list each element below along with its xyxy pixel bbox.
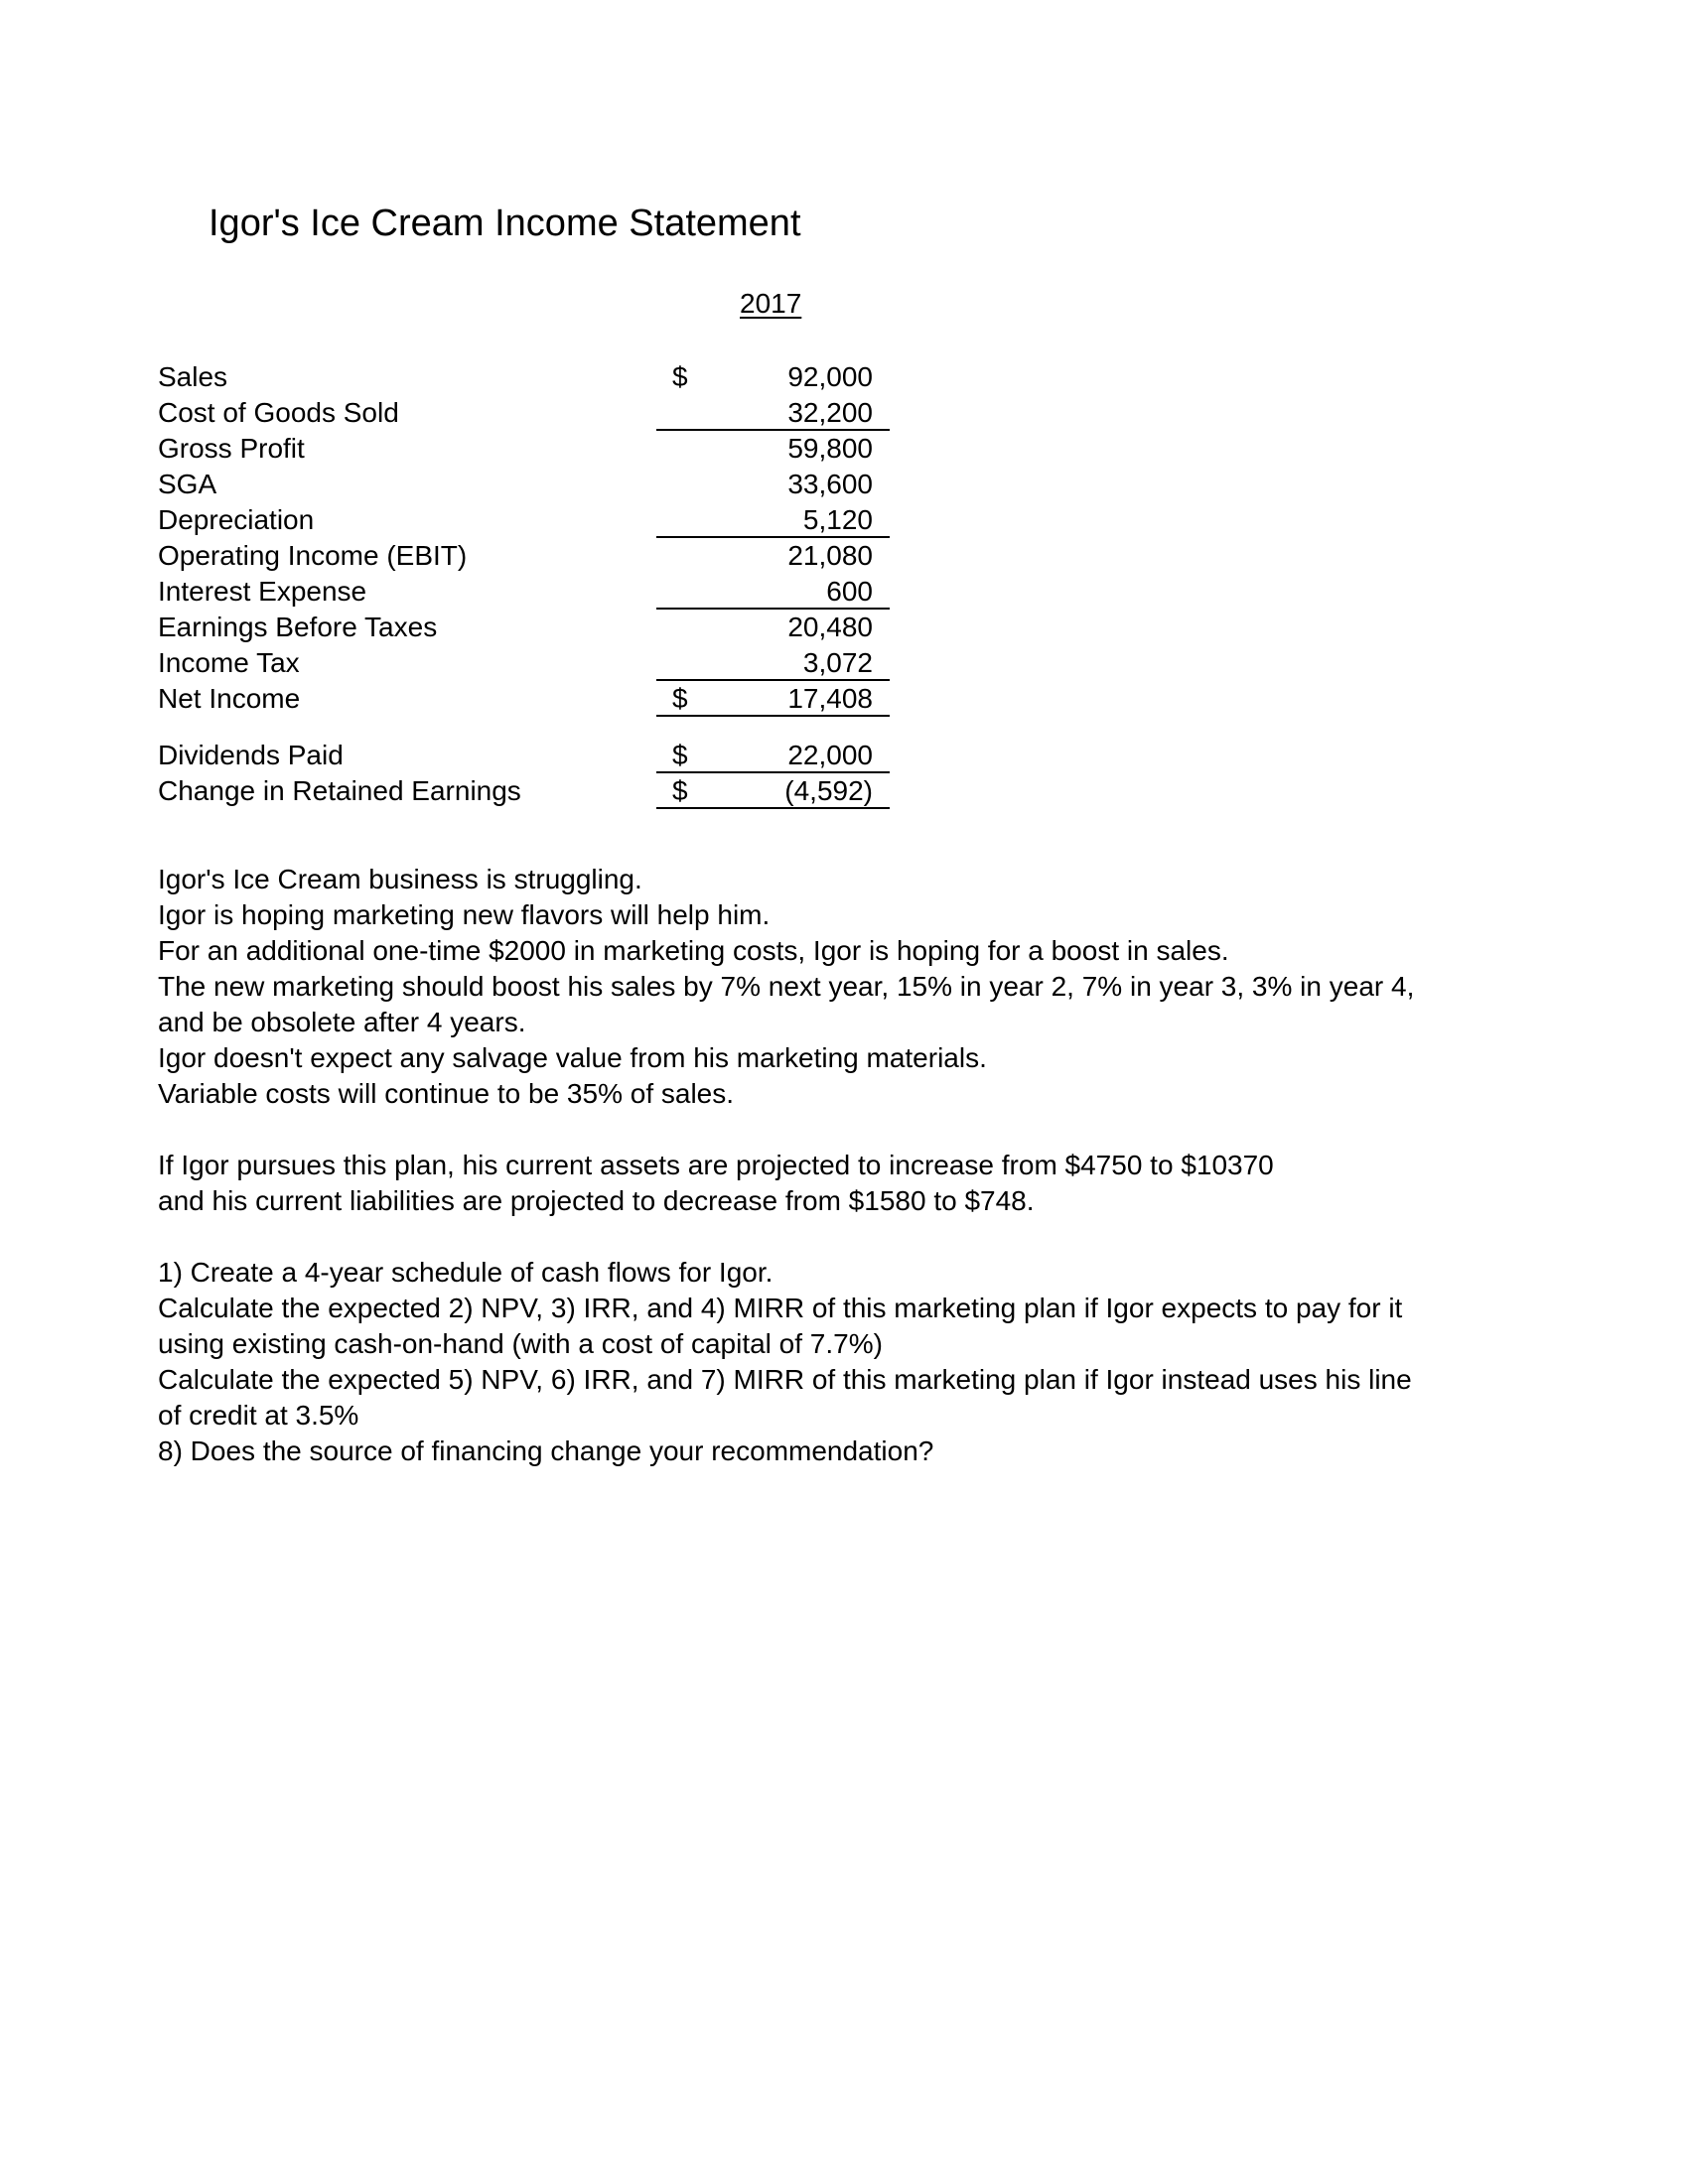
statement-row [158,467,893,502]
row-label: Cost of Goods Sold [158,397,399,428]
income-statement-table [158,359,893,809]
row-label: Net Income [158,683,301,714]
dividend-rows [158,738,893,809]
row-value: 33,600 [787,469,873,499]
value-cell [656,645,890,681]
row-label: Income Tax [158,647,300,678]
row-label: Change in Retained Earnings [158,775,521,806]
statement-row [158,645,893,681]
currency-symbol: $ [672,683,688,714]
row-value: 20,480 [787,612,873,642]
statement-row [158,738,893,773]
currency-symbol: $ [672,740,688,770]
text-line: The new marketing should boost his sales by 7% next year, 15% in year 2, 7% in year 3, 3% in year 4, [158,971,1415,1002]
currency-symbol: $ [672,775,688,806]
text-line: Igor's Ice Cream business is struggling. [158,864,642,894]
statement-row [158,431,893,467]
value-cell [656,395,890,431]
text-line: Calculate the expected 5) NPV, 6) IRR, and 7) MIRR of this marketing plan if Igor instead uses his line [158,1364,1412,1395]
text-line: If Igor pursues this plan, his current assets are projected to increase from $4750 to $10370 [158,1150,1274,1180]
row-label: SGA [158,469,217,499]
row-value: 22,000 [787,740,873,770]
income-statement-rows [158,359,893,717]
row-value: 59,800 [787,433,873,464]
value-cell [656,610,890,645]
text-line: 1) Create a 4-year schedule of cash flows for Igor. [158,1257,774,1288]
row-value: 3,072 [802,647,873,678]
row-label: Operating Income (EBIT) [158,540,468,571]
statement-row [158,574,893,610]
row-value: 92,000 [787,361,873,392]
value-cell [656,538,890,574]
text-line: and his current liabilities are projected to decrease from $1580 to $748. [158,1185,1035,1216]
row-value: 600 [826,576,873,607]
row-value: 21,080 [787,540,873,571]
value-cell [656,467,890,502]
year-header: 2017 [740,288,802,319]
row-label: Dividends Paid [158,740,344,770]
currency-symbol: $ [672,361,688,392]
statement-row [158,681,893,717]
statement-row [158,610,893,645]
text-line: of credit at 3.5% [158,1400,359,1431]
blank-line [158,1112,1548,1148]
text-line: using existing cash-on-hand (with a cost of capital of 7.7%) [158,1328,883,1359]
page-title: Igor's Ice Cream Income Statement [209,203,801,244]
row-label: Gross Profit [158,433,305,464]
value-cell [656,681,890,717]
row-value: 32,200 [787,397,873,428]
statement-row [158,395,893,431]
row-label: Interest Expense [158,576,367,607]
row-value: (4,592) [784,775,873,806]
statement-row [158,773,893,809]
value-cell [656,738,890,773]
value-cell [656,502,890,538]
text-line: 8) Does the source of financing change your recommendation? [158,1435,934,1466]
table-spacer [158,717,893,738]
text-line: Igor doesn't expect any salvage value from his marketing materials. [158,1042,987,1073]
problem-text [158,862,1548,1469]
text-line: For an additional one-time $2000 in marketing costs, Igor is hoping for a boost in sales. [158,935,1229,966]
row-label: Sales [158,361,228,392]
text-line: Igor is hoping marketing new flavors will help him. [158,899,771,930]
statement-row [158,359,893,395]
value-cell [656,431,890,467]
statement-row [158,502,893,538]
text-line: and be obsolete after 4 years. [158,1007,526,1037]
row-label: Earnings Before Taxes [158,612,438,642]
text-line: Calculate the expected 2) NPV, 3) IRR, and 4) MIRR of this marketing plan if Igor expects to pay for it [158,1293,1403,1323]
text-line: Variable costs will continue to be 35% of sales. [158,1078,735,1109]
value-cell [656,574,890,610]
row-value: 5,120 [802,504,873,535]
statement-row [158,538,893,574]
value-cell [656,359,890,395]
value-cell [656,773,890,809]
row-value: 17,408 [787,683,873,714]
blank-line [158,1219,1548,1255]
row-label: Depreciation [158,504,315,535]
